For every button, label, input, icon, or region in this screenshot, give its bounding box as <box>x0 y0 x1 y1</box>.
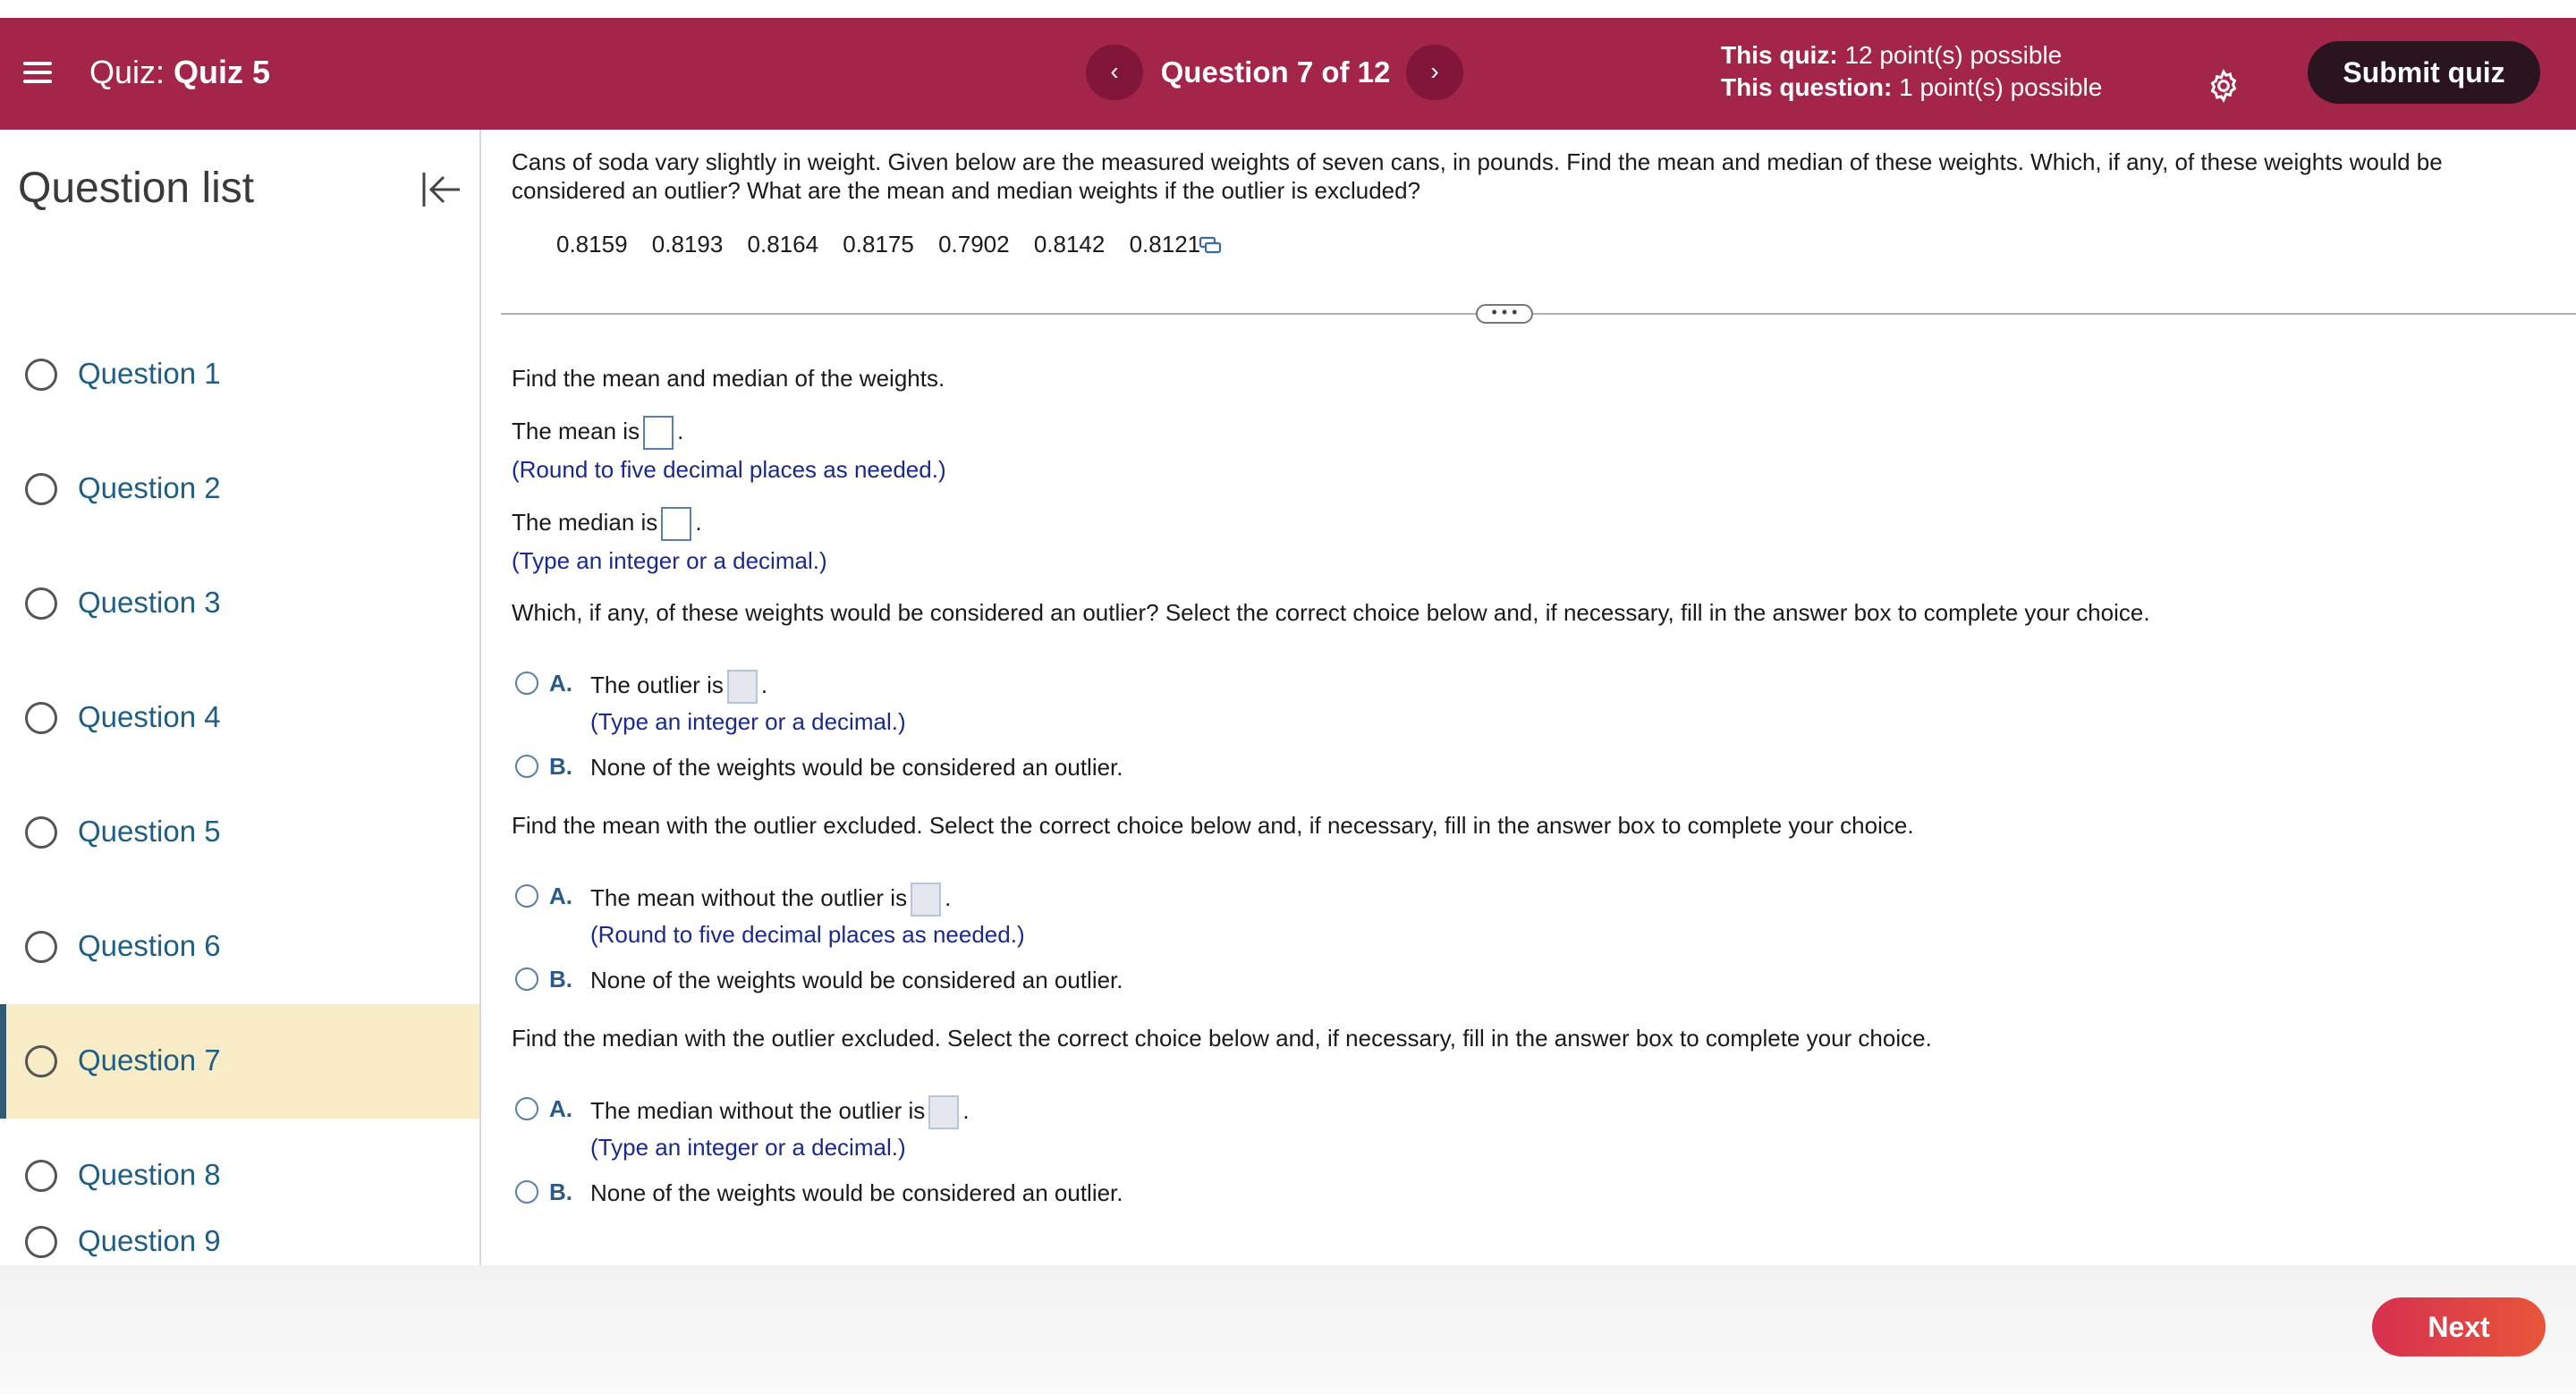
outlier-option-a-radio[interactable] <box>515 672 538 695</box>
median-excluded-option-b-radio[interactable] <box>515 1180 538 1204</box>
median-excluded-option-b-label: None of the weights would be considered an outlier. <box>590 1179 1123 1206</box>
status-circle-icon <box>25 1226 57 1258</box>
option-a-label: The outlier is <box>590 671 724 698</box>
mean-row: The mean is . <box>512 416 683 450</box>
footer-bar <box>0 1265 2576 1394</box>
sidebar-item-question-9[interactable] <box>0 1224 479 1265</box>
weights-data-row <box>556 231 1218 258</box>
part3-instruction: Find the mean with the outlier excluded. Select the correct choice below and, if necessary, fill in the answer box to complete your choice. <box>512 812 1914 839</box>
sidebar-item-question-5[interactable] <box>0 775 479 890</box>
status-circle-icon <box>25 816 57 849</box>
option-letter: A. <box>549 1095 572 1122</box>
question-prompt-line-1: Cans of soda vary slightly in weight. Given below are the measured weights of seven cans, in pounds. Find the mean and median of these weights. Which, if any, of these weights would be <box>512 148 2443 175</box>
sidebar-item-question-8[interactable] <box>0 1119 479 1233</box>
outlier-option-a: The outlier is . <box>590 670 767 704</box>
status-circle-icon <box>25 587 57 620</box>
sidebar-item-question-7[interactable] <box>0 1004 479 1119</box>
sidebar-item-label: Question 7 <box>78 1043 221 1077</box>
option-letter: B. <box>549 966 572 993</box>
sidebar-item-label: Question 4 <box>78 700 221 733</box>
median-hint: (Type an integer or a decimal.) <box>512 547 827 574</box>
mean-excluded-answer-box[interactable] <box>911 883 941 917</box>
median-label: The median is <box>512 508 658 536</box>
weight-value: 0.8121 <box>1129 231 1201 258</box>
sidebar-item-question-6[interactable] <box>0 890 479 1004</box>
previous-question-button[interactable]: ‹ <box>1086 45 1143 100</box>
mean-excluded-option-b-label: None of the weights would be considered an outlier. <box>590 967 1123 993</box>
quiz-points-value: 12 point(s) possible <box>1844 41 2063 69</box>
question-list-title: Question list <box>18 165 255 212</box>
option-a-label: The median without the outlier is <box>590 1096 926 1124</box>
part2-instruction: Which, if any, of these weights would be considered an outlier? Select the correct choice below and, if necessary, fill in the answer box to complete your choice. <box>512 599 2150 626</box>
median-excluded-option-a-hint: (Type an integer or a decimal.) <box>590 1134 906 1161</box>
next-question-button[interactable]: › <box>1406 45 1463 100</box>
status-circle-icon <box>25 702 57 734</box>
weight-value: 0.8159 <box>556 231 628 258</box>
option-letter: B. <box>549 753 572 780</box>
option-letter: A. <box>549 670 572 697</box>
mean-answer-box[interactable] <box>643 416 674 450</box>
sidebar-item-label: Question 8 <box>78 1158 221 1191</box>
median-excluded-answer-box[interactable] <box>928 1095 959 1129</box>
weight-value: 0.8175 <box>843 231 914 258</box>
weight-value: 0.7902 <box>938 231 1010 258</box>
collapse-sidebar-icon[interactable] <box>419 167 463 212</box>
sidebar-item-label: Question 1 <box>78 357 221 390</box>
copy-data-icon[interactable] <box>1199 235 1222 255</box>
status-circle-icon <box>25 473 57 505</box>
sidebar-item-label: Question 2 <box>78 471 221 504</box>
median-row: The median is . <box>512 507 702 541</box>
median-excluded-option-a-radio[interactable] <box>515 1097 538 1120</box>
outlier-answer-box[interactable] <box>727 670 758 704</box>
settings-gear-icon[interactable] <box>2206 68 2241 104</box>
mean-excluded-option-a-hint: (Round to five decimal places as needed.) <box>590 921 1025 948</box>
question-counter[interactable]: Question 7 of 12 <box>1160 55 1391 89</box>
quiz-points-label: This quiz: <box>1721 41 1838 69</box>
quiz-title <box>89 54 270 91</box>
outlier-option-b-radio[interactable] <box>515 755 538 778</box>
next-button[interactable]: Next <box>2372 1297 2546 1356</box>
menu-icon[interactable] <box>23 58 52 87</box>
mean-excluded-option-b-radio[interactable] <box>515 967 538 991</box>
quiz-header <box>0 18 2576 130</box>
points-info <box>1721 39 2102 104</box>
outlier-option-b-label: None of the weights would be considered an outlier. <box>590 754 1123 781</box>
mean-label: The mean is <box>512 417 640 444</box>
weight-value: 0.8193 <box>651 231 724 258</box>
outlier-option-a-hint: (Type an integer or a decimal.) <box>590 708 906 735</box>
sidebar-item-question-3[interactable] <box>0 546 479 661</box>
sidebar-item-label: Question 5 <box>78 815 221 848</box>
weight-value: 0.8142 <box>1033 231 1106 258</box>
status-circle-icon <box>25 1045 57 1077</box>
question-prompt-line-2: considered an outlier? What are the mean and median weights if the outlier is excluded? <box>512 177 1421 204</box>
weight-value: 0.8164 <box>747 231 819 258</box>
mean-excluded-option-a-radio[interactable] <box>515 884 538 908</box>
sidebar-item-label: Question 9 <box>78 1224 221 1257</box>
part1-instruction: Find the mean and median of the weights. <box>512 365 945 392</box>
sidebar-item-question-2[interactable] <box>0 432 479 546</box>
quiz-name: Quiz 5 <box>174 54 271 90</box>
question-points-value: 1 point(s) possible <box>1899 73 2103 101</box>
option-a-label: The mean without the outlier is <box>590 883 908 911</box>
sidebar-item-label: Question 3 <box>78 586 221 619</box>
question-list-sidebar <box>0 130 481 1265</box>
quiz-label: Quiz: <box>89 54 165 90</box>
mean-excluded-option-a: The mean without the outlier is . <box>590 883 951 917</box>
part4-instruction: Find the median with the outlier excluded. Select the correct choice below and, if necessary, fill in the answer box to complete your choice. <box>512 1025 1932 1052</box>
expand-more-button[interactable]: • • • <box>1476 304 1533 324</box>
sidebar-item-question-1[interactable] <box>0 317 479 432</box>
median-excluded-option-a: The median without the outlier is . <box>590 1095 970 1129</box>
status-circle-icon <box>25 359 57 391</box>
section-divider <box>501 313 2576 315</box>
submit-quiz-button[interactable]: Submit quiz <box>2308 41 2540 104</box>
sidebar-item-question-4[interactable] <box>0 661 479 775</box>
mean-hint: (Round to five decimal places as needed.) <box>512 456 946 483</box>
status-circle-icon <box>25 931 57 963</box>
status-circle-icon <box>25 1160 57 1192</box>
question-points-label: This question: <box>1721 73 1893 101</box>
option-letter: A. <box>549 883 572 909</box>
option-letter: B. <box>549 1179 572 1205</box>
sidebar-item-label: Question 6 <box>78 929 221 962</box>
median-answer-box[interactable] <box>661 507 691 541</box>
